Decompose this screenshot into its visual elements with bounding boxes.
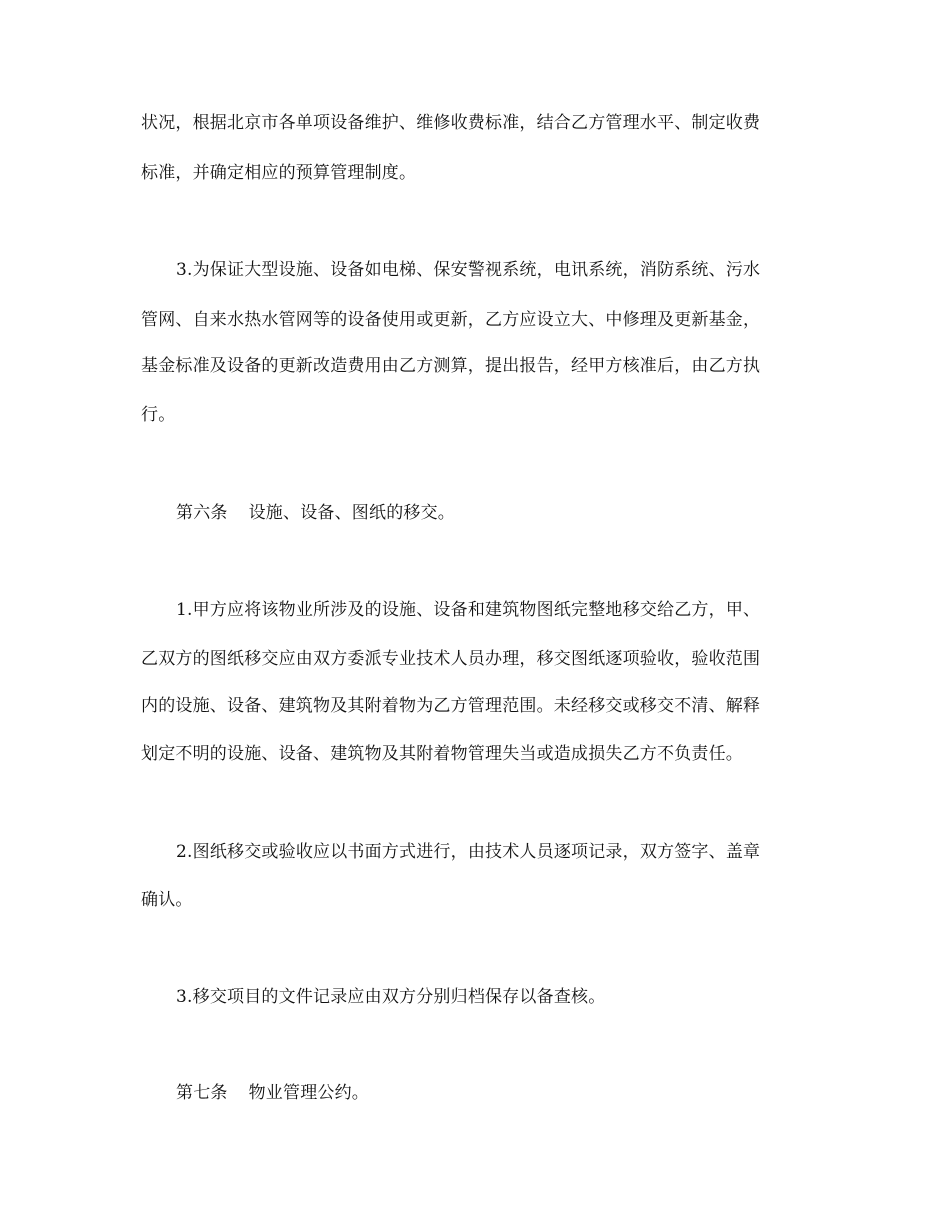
article-title: 物业管理公约。 (248, 1083, 370, 1103)
paragraph-line: 划定不明的设施、设备、建筑物及其附着物管理失当或造成损失乙方不负责任。 (141, 744, 743, 764)
paragraph-line: 1.甲方应将该物业所涉及的设施、设备和建筑物图纸完整地移交给乙方，甲、 (176, 600, 761, 620)
paragraph-line: 内的设施、设备、建筑物及其附着物为乙方管理范围。未经移交或移交不清、解释 (141, 696, 761, 716)
paragraph-line: 基金标准及设备的更新改造费用由乙方测算，提出报告，经甲方核准后，由乙方执 (141, 356, 761, 376)
paragraph-line: 管网、自来水热水管网等的设备使用或更新，乙方应设立大、中修理及更新基金， (141, 310, 761, 330)
article-title: 设施、设备、图纸的移交。 (248, 503, 456, 523)
paragraph-line: 标准，并确定相应的预算管理制度。 (141, 163, 417, 183)
paragraph-line: 行。 (141, 405, 176, 425)
article-number: 第六条 (176, 503, 228, 523)
paragraph-line: 2.图纸移交或验收应以书面方式进行，由技术人员逐项记录，双方签字、盖章 (176, 842, 761, 862)
paragraph-line: 确认。 (141, 890, 193, 910)
article-heading-7 (176, 1082, 856, 1104)
paragraph-line: 3.为保证大型设施、设备如电梯、保安警视系统，电讯系统，消防系统、污水 (176, 260, 761, 280)
paragraph-line: 3.移交项目的文件记录应由双方分别归档保存以备查核。 (176, 987, 606, 1007)
article-number: 第七条 (176, 1083, 228, 1103)
paragraph-line: 乙双方的图纸移交应由双方委派专业技术人员办理，移交图纸逐项验收，验收范围 (141, 649, 761, 669)
paragraph-line: 状况，根据北京市各单项设备维护、维修收费标准，结合乙方管理水平、制定收费 (141, 113, 761, 133)
article-heading-6 (176, 502, 856, 524)
